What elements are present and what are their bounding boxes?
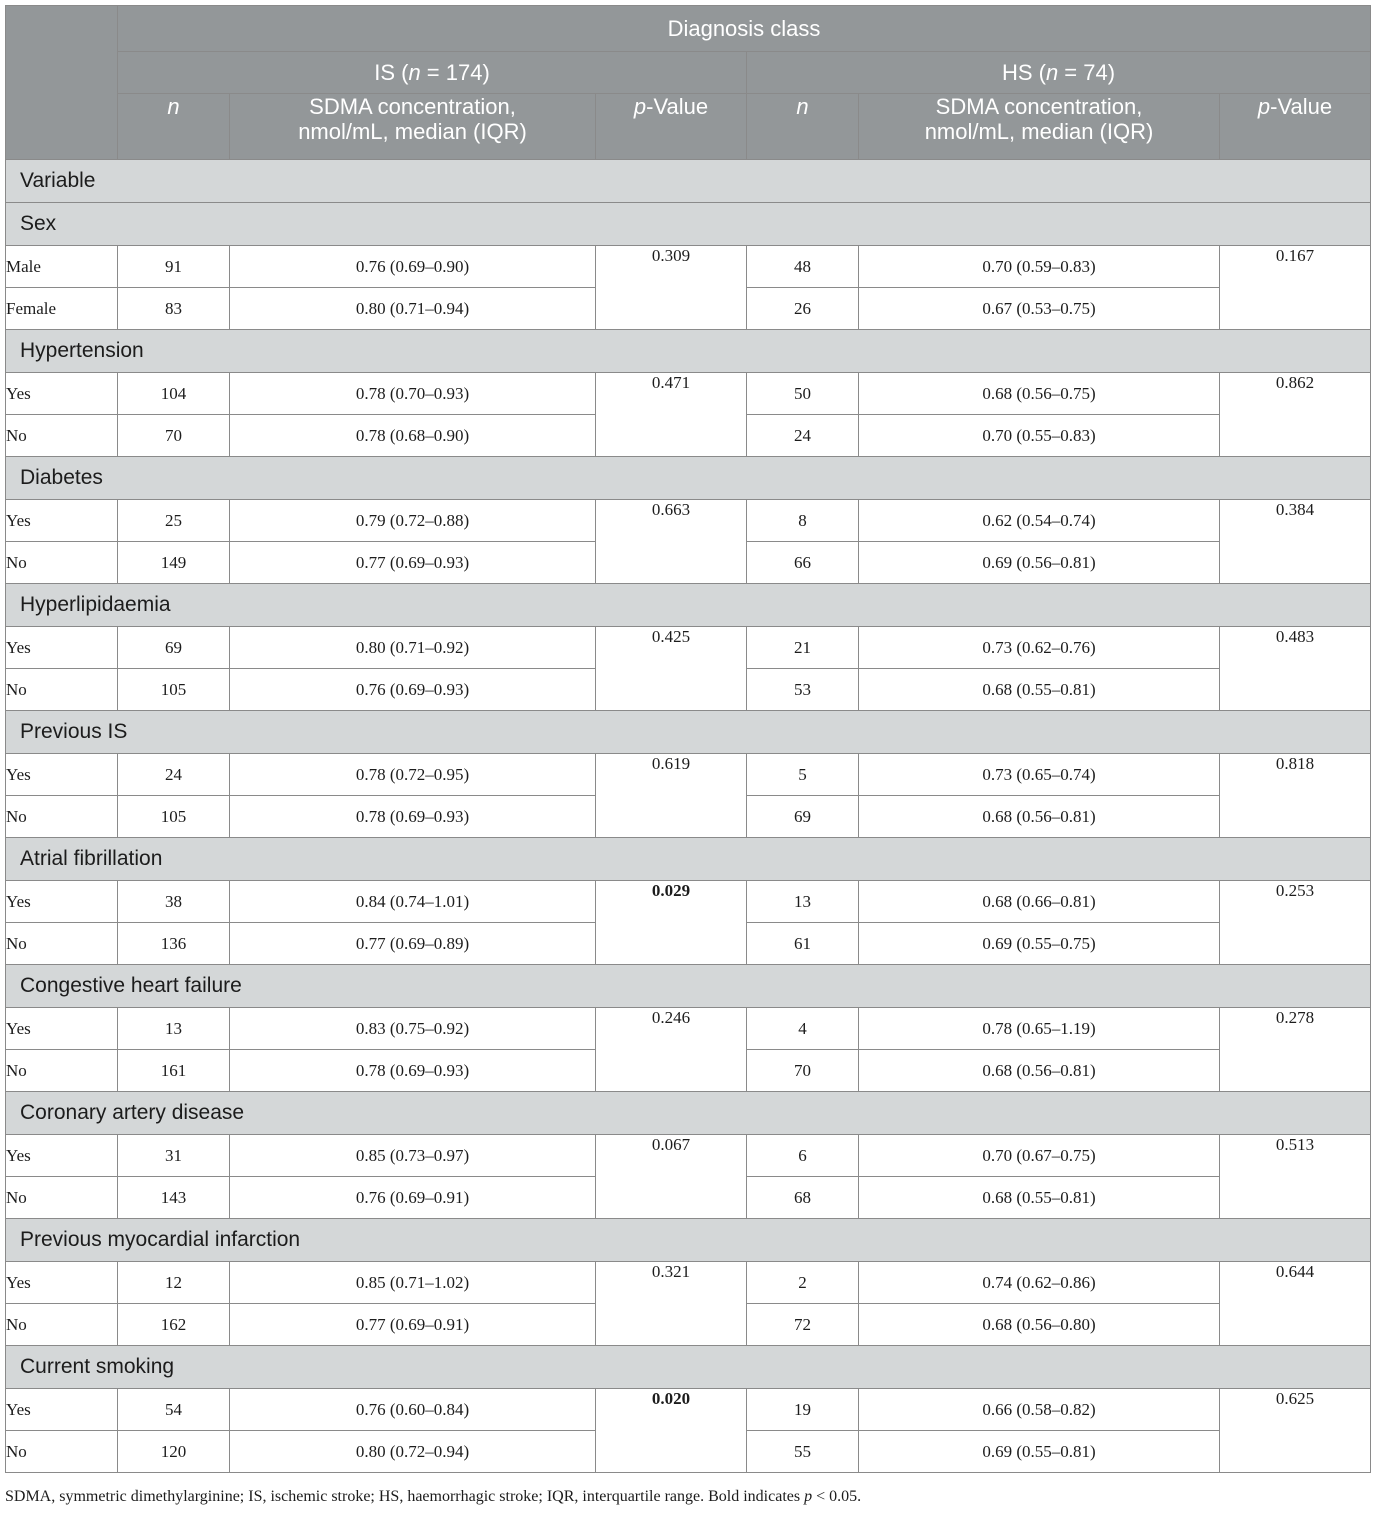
is-sdma-cell: 0.85 (0.73–0.97) (230, 1135, 596, 1177)
category-row (6, 1219, 1371, 1262)
is-p-value-cell: 0.029 (596, 881, 747, 965)
row-label: No (6, 1304, 118, 1346)
hs-n-cell: 26 (747, 288, 859, 330)
table-row (6, 246, 1371, 288)
sdma-table (5, 5, 1371, 1473)
is-n-cell: 83 (118, 288, 230, 330)
is-n-cell: 143 (118, 1177, 230, 1219)
is-n-cell: 12 (118, 1262, 230, 1304)
is-n-cell: 13 (118, 1008, 230, 1050)
hs-sdma-cell: 0.78 (0.65–1.19) (859, 1008, 1220, 1050)
is-n-cell: 104 (118, 373, 230, 415)
category-row (6, 457, 1371, 500)
category-label: Previous IS (6, 711, 1371, 754)
is-n-cell: 24 (118, 754, 230, 796)
row-label: No (6, 1177, 118, 1219)
is-n-cell: 91 (118, 246, 230, 288)
hs-sdma-cell: 0.73 (0.62–0.76) (859, 627, 1220, 669)
hs-n-cell: 66 (747, 542, 859, 584)
hs-n-cell: 8 (747, 500, 859, 542)
is-n-cell: 54 (118, 1389, 230, 1431)
is-sdma-cell: 0.77 (0.69–0.89) (230, 923, 596, 965)
category-row (6, 711, 1371, 754)
hs-sdma-cell: 0.70 (0.55–0.83) (859, 415, 1220, 457)
hs-p-value-header: p-Value (1220, 94, 1371, 160)
category-row (6, 838, 1371, 881)
is-sdma-header: SDMA concentration, nmol/mL, median (IQR) (230, 94, 596, 160)
is-sdma-cell: 0.78 (0.70–0.93) (230, 373, 596, 415)
table-row (6, 373, 1371, 415)
hs-sdma-cell: 0.69 (0.55–0.81) (859, 1431, 1220, 1473)
hs-sdma-cell: 0.69 (0.56–0.81) (859, 542, 1220, 584)
category-label: Current smoking (6, 1346, 1371, 1389)
table-header (6, 6, 1371, 160)
category-row (6, 203, 1371, 246)
hs-n-cell: 48 (747, 246, 859, 288)
row-label: Female (6, 288, 118, 330)
hs-n-cell: 4 (747, 1008, 859, 1050)
row-label: No (6, 669, 118, 711)
row-label: Yes (6, 627, 118, 669)
row-label: No (6, 415, 118, 457)
is-n-cell: 38 (118, 881, 230, 923)
is-n-cell: 149 (118, 542, 230, 584)
hs-p-value-cell: 0.384 (1220, 500, 1371, 584)
is-sdma-cell: 0.76 (0.69–0.93) (230, 669, 596, 711)
is-n-cell: 136 (118, 923, 230, 965)
category-row (6, 330, 1371, 373)
hs-p-value-cell: 0.818 (1220, 754, 1371, 838)
category-label: Atrial fibrillation (6, 838, 1371, 881)
is-n-cell: 162 (118, 1304, 230, 1346)
hs-n-cell: 55 (747, 1431, 859, 1473)
is-sdma-cell: 0.76 (0.60–0.84) (230, 1389, 596, 1431)
category-label: Congestive heart failure (6, 965, 1371, 1008)
hs-sdma-cell: 0.68 (0.56–0.75) (859, 373, 1220, 415)
is-sdma-cell: 0.80 (0.71–0.94) (230, 288, 596, 330)
table-row (6, 881, 1371, 923)
hs-n-header: n (747, 94, 859, 160)
row-label: No (6, 923, 118, 965)
hs-n-cell: 69 (747, 796, 859, 838)
hs-n-cell: 19 (747, 1389, 859, 1431)
category-label: Hyperlipidaemia (6, 584, 1371, 627)
hs-p-value-cell: 0.625 (1220, 1389, 1371, 1473)
row-label: Male (6, 246, 118, 288)
hs-n-cell: 2 (747, 1262, 859, 1304)
hs-sdma-cell: 0.67 (0.53–0.75) (859, 288, 1220, 330)
row-label: No (6, 1431, 118, 1473)
is-n-cell: 120 (118, 1431, 230, 1473)
hs-sdma-cell: 0.70 (0.67–0.75) (859, 1135, 1220, 1177)
hs-sdma-cell: 0.73 (0.65–0.74) (859, 754, 1220, 796)
hs-n-cell: 24 (747, 415, 859, 457)
hs-sdma-cell: 0.68 (0.56–0.81) (859, 796, 1220, 838)
hs-n-cell: 13 (747, 881, 859, 923)
table-row (6, 1135, 1371, 1177)
is-n-cell: 25 (118, 500, 230, 542)
is-n-cell: 70 (118, 415, 230, 457)
hs-sdma-cell: 0.68 (0.56–0.80) (859, 1304, 1220, 1346)
table-row (6, 1389, 1371, 1431)
category-label: Hypertension (6, 330, 1371, 373)
is-p-value-cell: 0.471 (596, 373, 747, 457)
hs-n-cell: 6 (747, 1135, 859, 1177)
hs-n-cell: 5 (747, 754, 859, 796)
table-footnote: SDMA, symmetric dimethylarginine; IS, ischemic stroke; HS, haemorrhagic stroke; IQR, interquartile range. Bold indicates p < 0.05. (5, 1488, 862, 1505)
hs-p-value-cell: 0.253 (1220, 881, 1371, 965)
table-row (6, 1008, 1371, 1050)
is-sdma-cell: 0.78 (0.69–0.93) (230, 796, 596, 838)
category-label: Diabetes (6, 457, 1371, 500)
row-label: No (6, 542, 118, 584)
row-label: Yes (6, 373, 118, 415)
is-group-header: IS (n = 174) (118, 52, 747, 94)
table-row (6, 500, 1371, 542)
is-p-value-cell: 0.663 (596, 500, 747, 584)
hs-n-cell: 72 (747, 1304, 859, 1346)
is-p-value-cell: 0.321 (596, 1262, 747, 1346)
is-sdma-cell: 0.78 (0.68–0.90) (230, 415, 596, 457)
hs-n-cell: 50 (747, 373, 859, 415)
row-label: Yes (6, 500, 118, 542)
hs-p-value-cell: 0.483 (1220, 627, 1371, 711)
hs-sdma-cell: 0.74 (0.62–0.86) (859, 1262, 1220, 1304)
hs-n-cell: 61 (747, 923, 859, 965)
row-label: Yes (6, 754, 118, 796)
hs-p-value-cell: 0.278 (1220, 1008, 1371, 1092)
is-sdma-cell: 0.76 (0.69–0.91) (230, 1177, 596, 1219)
is-n-header: n (118, 94, 230, 160)
is-p-value-cell: 0.619 (596, 754, 747, 838)
hs-sdma-header: SDMA concentration, nmol/mL, median (IQR) (859, 94, 1220, 160)
is-n-cell: 105 (118, 669, 230, 711)
category-row (6, 584, 1371, 627)
is-p-value-cell: 0.425 (596, 627, 747, 711)
variable-header-row: Variable (6, 160, 1371, 203)
is-sdma-cell: 0.80 (0.72–0.94) (230, 1431, 596, 1473)
category-label: Coronary artery disease (6, 1092, 1371, 1135)
is-sdma-cell: 0.76 (0.69–0.90) (230, 246, 596, 288)
hs-sdma-cell: 0.70 (0.59–0.83) (859, 246, 1220, 288)
is-sdma-cell: 0.85 (0.71–1.02) (230, 1262, 596, 1304)
table-row (6, 1262, 1371, 1304)
corner-cell (6, 6, 118, 160)
row-label: Yes (6, 881, 118, 923)
hs-p-value-cell: 0.644 (1220, 1262, 1371, 1346)
row-label: No (6, 796, 118, 838)
hs-group-header: HS (n = 74) (747, 52, 1371, 94)
is-sdma-cell: 0.77 (0.69–0.91) (230, 1304, 596, 1346)
is-n-cell: 161 (118, 1050, 230, 1092)
is-sdma-cell: 0.78 (0.72–0.95) (230, 754, 596, 796)
hs-n-cell: 53 (747, 669, 859, 711)
hs-sdma-cell: 0.68 (0.55–0.81) (859, 669, 1220, 711)
category-label: Previous myocardial infarction (6, 1219, 1371, 1262)
row-label: No (6, 1050, 118, 1092)
is-n-cell: 69 (118, 627, 230, 669)
hs-n-cell: 21 (747, 627, 859, 669)
hs-p-value-cell: 0.513 (1220, 1135, 1371, 1219)
is-sdma-cell: 0.78 (0.69–0.93) (230, 1050, 596, 1092)
is-sdma-cell: 0.77 (0.69–0.93) (230, 542, 596, 584)
is-sdma-cell: 0.80 (0.71–0.92) (230, 627, 596, 669)
table-row (6, 627, 1371, 669)
row-label: Yes (6, 1262, 118, 1304)
hs-sdma-cell: 0.66 (0.58–0.82) (859, 1389, 1220, 1431)
category-row (6, 1092, 1371, 1135)
row-label: Yes (6, 1135, 118, 1177)
table-row (6, 754, 1371, 796)
is-sdma-cell: 0.79 (0.72–0.88) (230, 500, 596, 542)
is-n-cell: 31 (118, 1135, 230, 1177)
row-label: Yes (6, 1389, 118, 1431)
hs-sdma-cell: 0.68 (0.55–0.81) (859, 1177, 1220, 1219)
category-label: Sex (6, 203, 1371, 246)
hs-p-value-cell: 0.862 (1220, 373, 1371, 457)
hs-p-value-cell: 0.167 (1220, 246, 1371, 330)
hs-sdma-cell: 0.62 (0.54–0.74) (859, 500, 1220, 542)
category-row (6, 1346, 1371, 1389)
is-p-value-cell: 0.067 (596, 1135, 747, 1219)
is-p-value-cell: 0.246 (596, 1008, 747, 1092)
is-p-value-cell: 0.020 (596, 1389, 747, 1473)
hs-sdma-cell: 0.68 (0.56–0.81) (859, 1050, 1220, 1092)
diagnosis-class-header: Diagnosis class (118, 6, 1371, 52)
row-label: Yes (6, 1008, 118, 1050)
category-row (6, 965, 1371, 1008)
is-sdma-cell: 0.83 (0.75–0.92) (230, 1008, 596, 1050)
hs-sdma-cell: 0.68 (0.66–0.81) (859, 881, 1220, 923)
table-body (6, 160, 1371, 1473)
is-n-cell: 105 (118, 796, 230, 838)
is-sdma-cell: 0.84 (0.74–1.01) (230, 881, 596, 923)
is-p-value-cell: 0.309 (596, 246, 747, 330)
hs-n-cell: 68 (747, 1177, 859, 1219)
hs-n-cell: 70 (747, 1050, 859, 1092)
is-p-value-header: p-Value (596, 94, 747, 160)
hs-sdma-cell: 0.69 (0.55–0.75) (859, 923, 1220, 965)
